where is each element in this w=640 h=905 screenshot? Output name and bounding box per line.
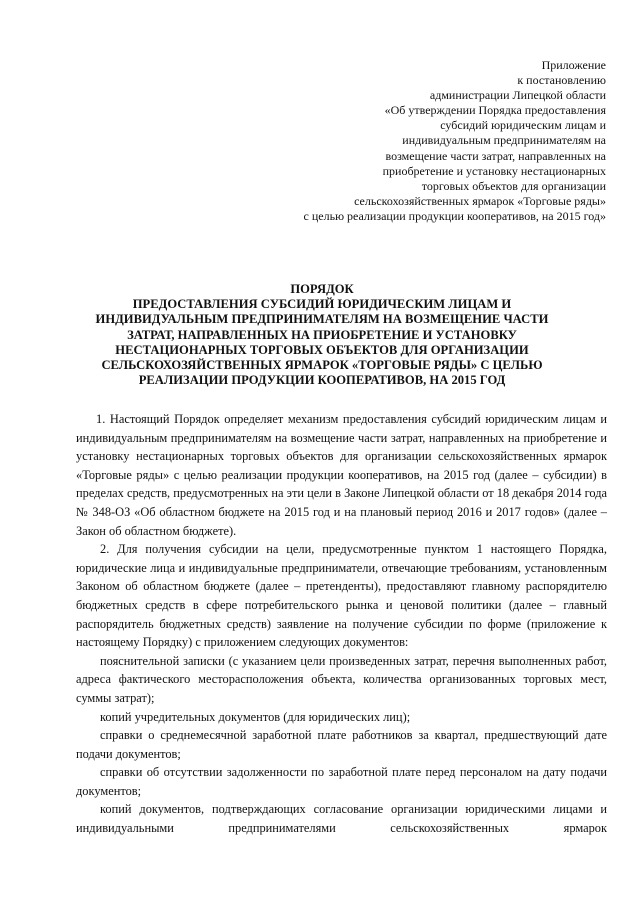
paragraph-1: 1. Настоящий Порядок определяет механизм предоставления субсидий юридическим лицам и индивидуальным предпринимателям на возмещение части затрат, направленных на приобретение и установку нестационарных торговых объектов для организации сельскохозяйственных ярмарок «Торговые ряды» с целью реализации продукции кооперативов, на 2015 год (далее – субсидии) в пределах средств, предусмотренных на эти цели в Законе Липецкой области от 18 декабря 2014 года № 348-ОЗ «Об областном бюджете на 2015 год и на плановый период 2016 и 2017 годов» (далее – Закон об областном бюджете). <box>76 412 607 538</box>
document-list-item: пояснительной записки (с указанием цели произведенных затрат, перечня выполненных работ, адреса фактического месторасположения объекта, количества организованных торговых мест, суммы затрат); <box>76 653 607 705</box>
appendix-line: индивидуальным предпринимателям на <box>402 133 606 148</box>
document-title <box>62 282 582 388</box>
document-body <box>76 410 607 838</box>
appendix-line: возмещение части затрат, направленных на <box>385 148 606 163</box>
document-list-item: копий учредительных документов (для юридических лиц); <box>100 709 411 724</box>
document-list-item: справки о среднемесячной заработной плате работников за квартал, предшествующий дате подачи документов; <box>76 728 607 761</box>
appendix-line: приобретение и установку нестационарных <box>382 163 606 178</box>
document-list-item: справки об отсутствии задолженности по заработной плате перед персоналом на дату подачи документов; <box>76 765 607 798</box>
title-line: ПРЕДОСТАВЛЕНИЯ СУБСИДИЙ ЮРИДИЧЕСКИМ ЛИЦАМ И <box>132 297 512 312</box>
appendix-line: с целью реализации продукции кооперативов, на 2015 год» <box>303 208 606 223</box>
title-line: РЕАЛИЗАЦИИ ПРОДУКЦИИ КООПЕРАТИВОВ, НА 2015 ГОД <box>138 373 506 388</box>
title-line: ПОРЯДОК <box>290 282 354 296</box>
title-line: СЕЛЬСКОХОЗЯЙСТВЕННЫХ ЯРМАРОК «ТОРГОВЫЕ РЯДЫ» С ЦЕЛЬЮ <box>101 358 543 373</box>
appendix-line: сельскохозяйственных ярмарок «Торговые ряды» <box>354 193 606 208</box>
paragraph-2: 2. Для получения субсидии на цели, предусмотренные пунктом 1 настоящего Порядка, юридические лица и индивидуальные предприниматели, отвечающие требованиям, установленным Законом об областном бюджете (далее – претенденты), предоставляют главному распорядителю бюджетных средств в сфере потребительского рынка и ценовой политики (далее – главный распорядитель бюджетных средств) заявление на получение субсидии по форме (приложение к настоящему Порядку) с приложением следующих документов: <box>76 542 607 650</box>
appendix-line: торговых объектов для организации <box>421 178 606 193</box>
appendix-header <box>226 58 606 224</box>
title-line: НЕСТАЦИОНАРНЫХ ТОРГОВЫХ ОБЪЕКТОВ ДЛЯ ОРГАНИЗАЦИИ <box>115 342 529 357</box>
document-list-item: копий документов, подтверждающих согласование организации юридическими лицами и индивидуальными предпринимателями сельскохозяйственных ярмарок <box>76 802 607 836</box>
appendix-line: Приложение <box>541 58 606 72</box>
title-line: ИНДИВИДУАЛЬНЫМ ПРЕДПРИНИМАТЕЛЯМ НА ВОЗМЕЩЕНИЕ ЧАСТИ <box>95 312 549 327</box>
appendix-line: субсидий юридическим лицам и <box>440 118 606 133</box>
appendix-line: «Об утверждении Порядка предоставления <box>384 103 606 118</box>
appendix-line: администрации Липецкой области <box>429 88 606 103</box>
title-line: ЗАТРАТ, НАПРАВЛЕННЫХ НА ПРИОБРЕТЕНИЕ И УСТАНОВКУ <box>127 327 517 342</box>
appendix-line: к постановлению <box>517 73 606 88</box>
